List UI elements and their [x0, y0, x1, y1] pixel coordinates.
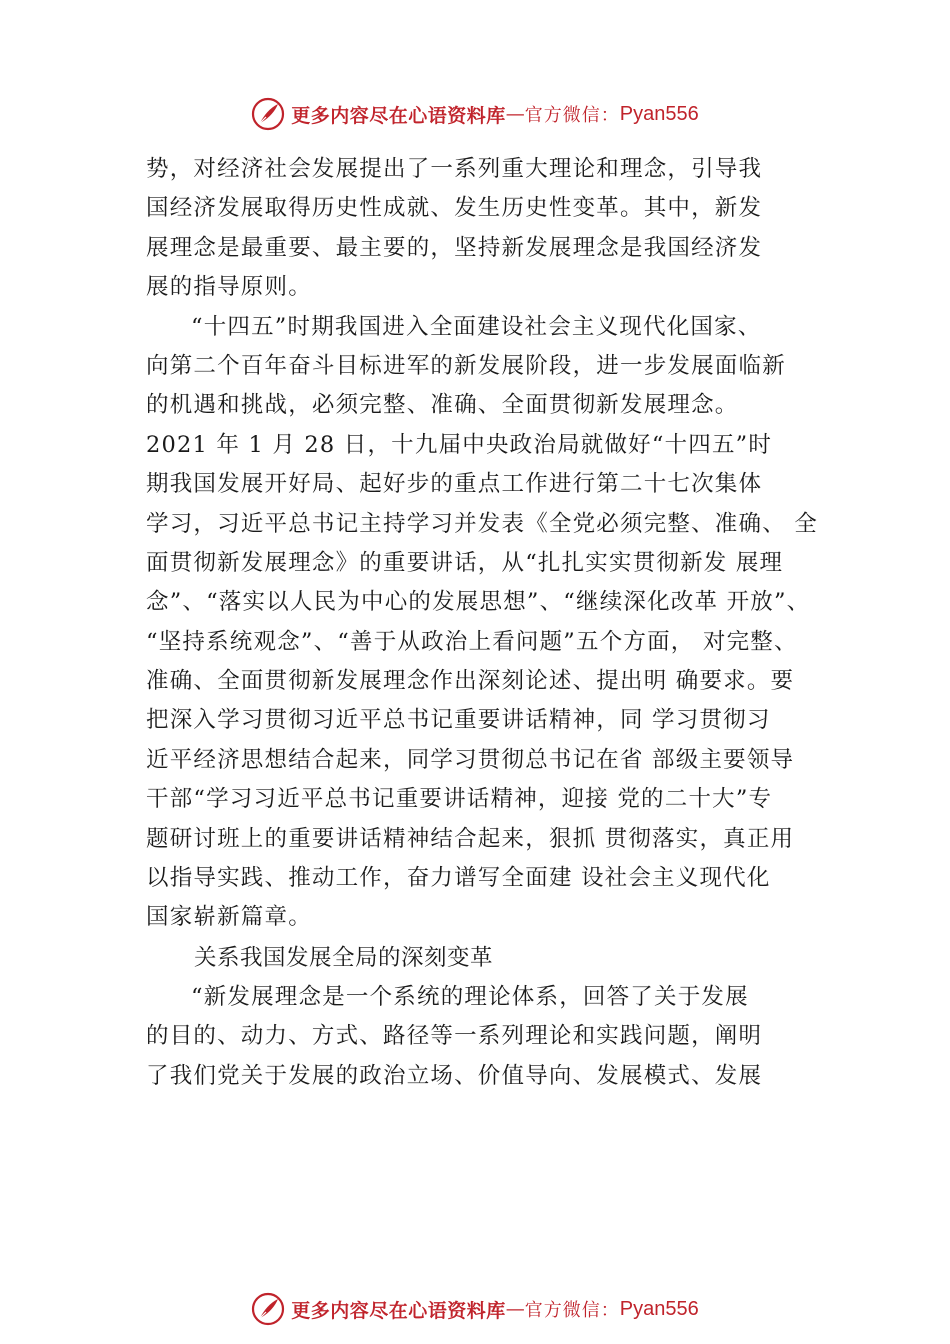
- banner-title: 更多内容尽在心语资料库: [291, 1299, 506, 1322]
- document-body: [146, 150, 836, 1096]
- text-line: 以指导实践、推动工作，奋力谱写全面建 设社会主义现代化: [146, 865, 771, 892]
- banner-wechat-id: Pyan556: [619, 102, 699, 125]
- text-line: 了我们党关于发展的政治立场、价值导向、发展模式、发展: [146, 1062, 763, 1089]
- text-line: 的目的、动力、方式、路径等一系列理论和实践问题，阐明: [146, 1023, 763, 1050]
- text-line: “坚持系统观念”、“善于从政治上看问题”五个方面， 对完整、: [146, 628, 798, 655]
- text-line: 势，对经济社会发展提出了一系列重大理论和理念，引导我: [146, 156, 763, 182]
- paragraph: [146, 150, 836, 308]
- text-line: 把深入学习贯彻习近平总书记重要讲话精神，同 学习贯彻习: [146, 707, 771, 734]
- banner-wechat-id: Pyan556: [619, 1297, 699, 1320]
- text-line: 面贯彻新发展理念》的重要讲话，从“扎扎实实贯彻新发 展理: [146, 549, 784, 576]
- quill-pen-icon: [251, 97, 285, 131]
- paragraph: [146, 978, 836, 1096]
- text-line: “十四五”时期我国进入全面建设社会主义现代化国家、: [191, 313, 762, 340]
- text-line: 展理念是最重要、最主要的，坚持新发展理念是我国经济发: [146, 234, 763, 261]
- section-heading: 关系我国发展全局的深刻变革: [194, 944, 494, 971]
- banner-wechat-label: 官方微信：: [524, 105, 620, 126]
- text-line: 学习，习近平总书记主持学习并发表《全党必须完整、准确、 全: [146, 510, 818, 537]
- paragraph: [146, 308, 836, 938]
- text-line: 展的指导原则。: [146, 274, 312, 301]
- text-line: 向第二个百年奋斗目标进军的新发展阶段，进一步发展面临新: [146, 352, 786, 379]
- banner-dash: —: [505, 103, 525, 125]
- text-line: 国经济发展取得历史性成就、发生历史性变革。其中，新发: [146, 195, 763, 222]
- text-line: 准确、全面贯彻新发展理念作出深刻论述、提出明 确要求。要: [146, 668, 795, 695]
- text-line: 干部“学习习近平总书记重要讲话精神，迎接 党的二十大”专: [146, 786, 773, 813]
- text-line: 近平经济思想结合起来，同学习贯彻总书记在省 部级主要领导: [146, 746, 795, 773]
- quill-pen-icon: [251, 1292, 285, 1326]
- banner-title: 更多内容尽在心语资料库: [291, 104, 506, 127]
- text-line: 念”、“落实以人民为中心的发展思想”、“继续深化改革 开放”、: [146, 589, 811, 616]
- text-line: 2021 年 1 月 28 日，十九届中央政治局就做好“十四五”时: [146, 431, 773, 458]
- text-line: 期我国发展开好局、起好步的重点工作进行第二十七次集体: [146, 471, 763, 498]
- text-line: 的机遇和挑战，必须完整、准确、全面贯彻新发展理念。: [146, 392, 739, 419]
- text-line: 题研讨班上的重要讲话精神结合起来，狠抓 贯彻落实，真正用: [146, 825, 795, 852]
- footer-banner: [0, 1289, 950, 1329]
- text-line: “新发展理念是一个系统的理论体系，回答了关于发展: [191, 983, 749, 1010]
- text-line: 国家崭新篇章。: [146, 904, 312, 931]
- banner-dash: —: [505, 1298, 525, 1320]
- header-banner: [0, 94, 950, 134]
- banner-wechat-label: 官方微信：: [524, 1300, 620, 1321]
